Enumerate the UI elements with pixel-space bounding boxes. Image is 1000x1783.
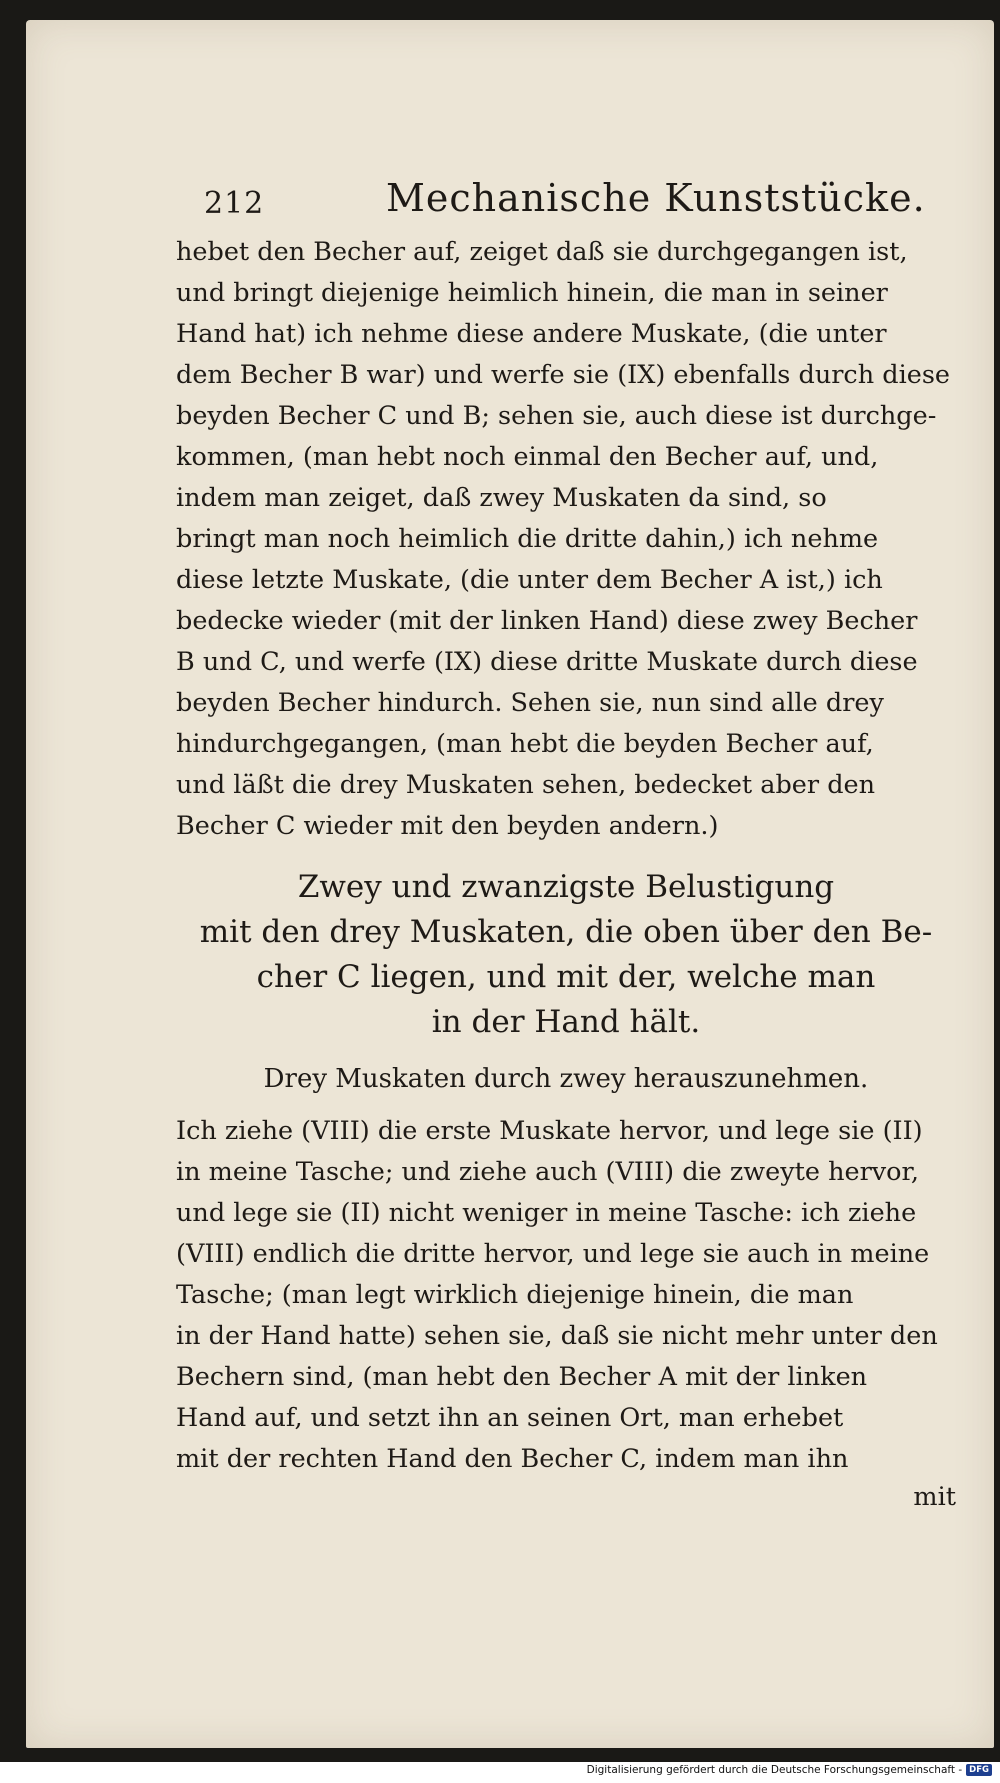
text-line: mit der rechten Hand den Becher C, indem man ihn xyxy=(176,1444,849,1474)
text-line: bedecke wieder (mit der linken Hand) diese zwey Becher xyxy=(176,606,918,636)
text-line: diese letzte Muskate, (die unter dem Becher A ist,) ich xyxy=(176,565,883,595)
text-line: und bringt diejenige heimlich hinein, die man in seiner xyxy=(176,278,888,308)
text-line: dem Becher B war) und werfe sie (IX) ebenfalls durch diese xyxy=(176,360,950,390)
text-line: hindurchgegangen, (man hebt die beyden Becher auf, xyxy=(176,729,874,759)
paragraph-1 xyxy=(176,232,956,847)
text-line: beyden Becher C und B; sehen sie, auch diese ist durchge- xyxy=(176,401,937,431)
heading-line: cher C liegen, und mit der, welche man xyxy=(256,959,876,995)
credit-text: Digitalisierung gefördert durch die Deutsche Forschungsgemeinschaft - xyxy=(586,1764,963,1776)
section-subheading: Drey Muskaten durch zwey herauszunehmen. xyxy=(263,1064,869,1094)
text-line: Hand hat) ich nehme diese andere Muskate, (die unter xyxy=(176,319,887,349)
text-line: (VIII) endlich die dritte hervor, und lege sie auch in meine xyxy=(176,1239,930,1269)
book-page xyxy=(26,20,994,1748)
heading-line: Zwey und zwanzigste Belustigung xyxy=(297,869,835,905)
heading-line: in der Hand hält. xyxy=(431,1004,701,1040)
text-line: in meine Tasche; und ziehe auch (VIII) die zweyte hervor, xyxy=(176,1157,920,1187)
text-line: Becher C wieder mit den beyden andern.) xyxy=(176,811,719,841)
page-number: 212 xyxy=(204,186,265,221)
text-line: Tasche; (man legt wirklich diejenige hinein, die man xyxy=(176,1280,854,1310)
paragraph-2 xyxy=(176,1111,956,1480)
text-line: und lege sie (II) nicht weniger in meine Tasche: ich ziehe xyxy=(176,1198,917,1228)
text-line: hebet den Becher auf, zeiget daß sie durchgegangen ist, xyxy=(176,237,908,267)
section-heading xyxy=(176,865,956,1045)
heading-line: mit den drey Muskaten, die oben über den Be- xyxy=(199,914,933,950)
text-line: beyden Becher hindurch. Sehen sie, nun sind alle drey xyxy=(176,688,884,718)
text-line: bringt man noch heimlich die dritte dahin,) ich nehme xyxy=(176,524,879,554)
text-line: Bechern sind, (man hebt den Becher A mit der linken xyxy=(176,1362,868,1392)
text-line: in der Hand hatte) sehen sie, daß sie nicht mehr unter den xyxy=(176,1321,938,1351)
text-line: Ich ziehe (VIII) die erste Muskate hervor, und lege sie (II) xyxy=(176,1116,923,1146)
text-line: indem man zeiget, daß zwey Muskaten da sind, so xyxy=(176,483,827,513)
running-head: Mechanische Kunststücke. xyxy=(386,176,926,220)
dfg-logo: DFG xyxy=(966,1764,992,1776)
digitization-credit xyxy=(587,1764,992,1776)
text-line: B und C, und werfe (IX) diese dritte Muskate durch diese xyxy=(176,647,918,677)
page-header xyxy=(176,160,956,224)
catchword: mit xyxy=(913,1482,956,1512)
page-content xyxy=(176,160,956,1514)
text-line: kommen, (man hebt noch einmal den Becher auf, und, xyxy=(176,442,879,472)
text-line: und läßt die drey Muskaten sehen, bedecket aber den xyxy=(176,770,876,800)
text-line: Hand auf, und setzt ihn an seinen Ort, man erhebet xyxy=(176,1403,844,1433)
